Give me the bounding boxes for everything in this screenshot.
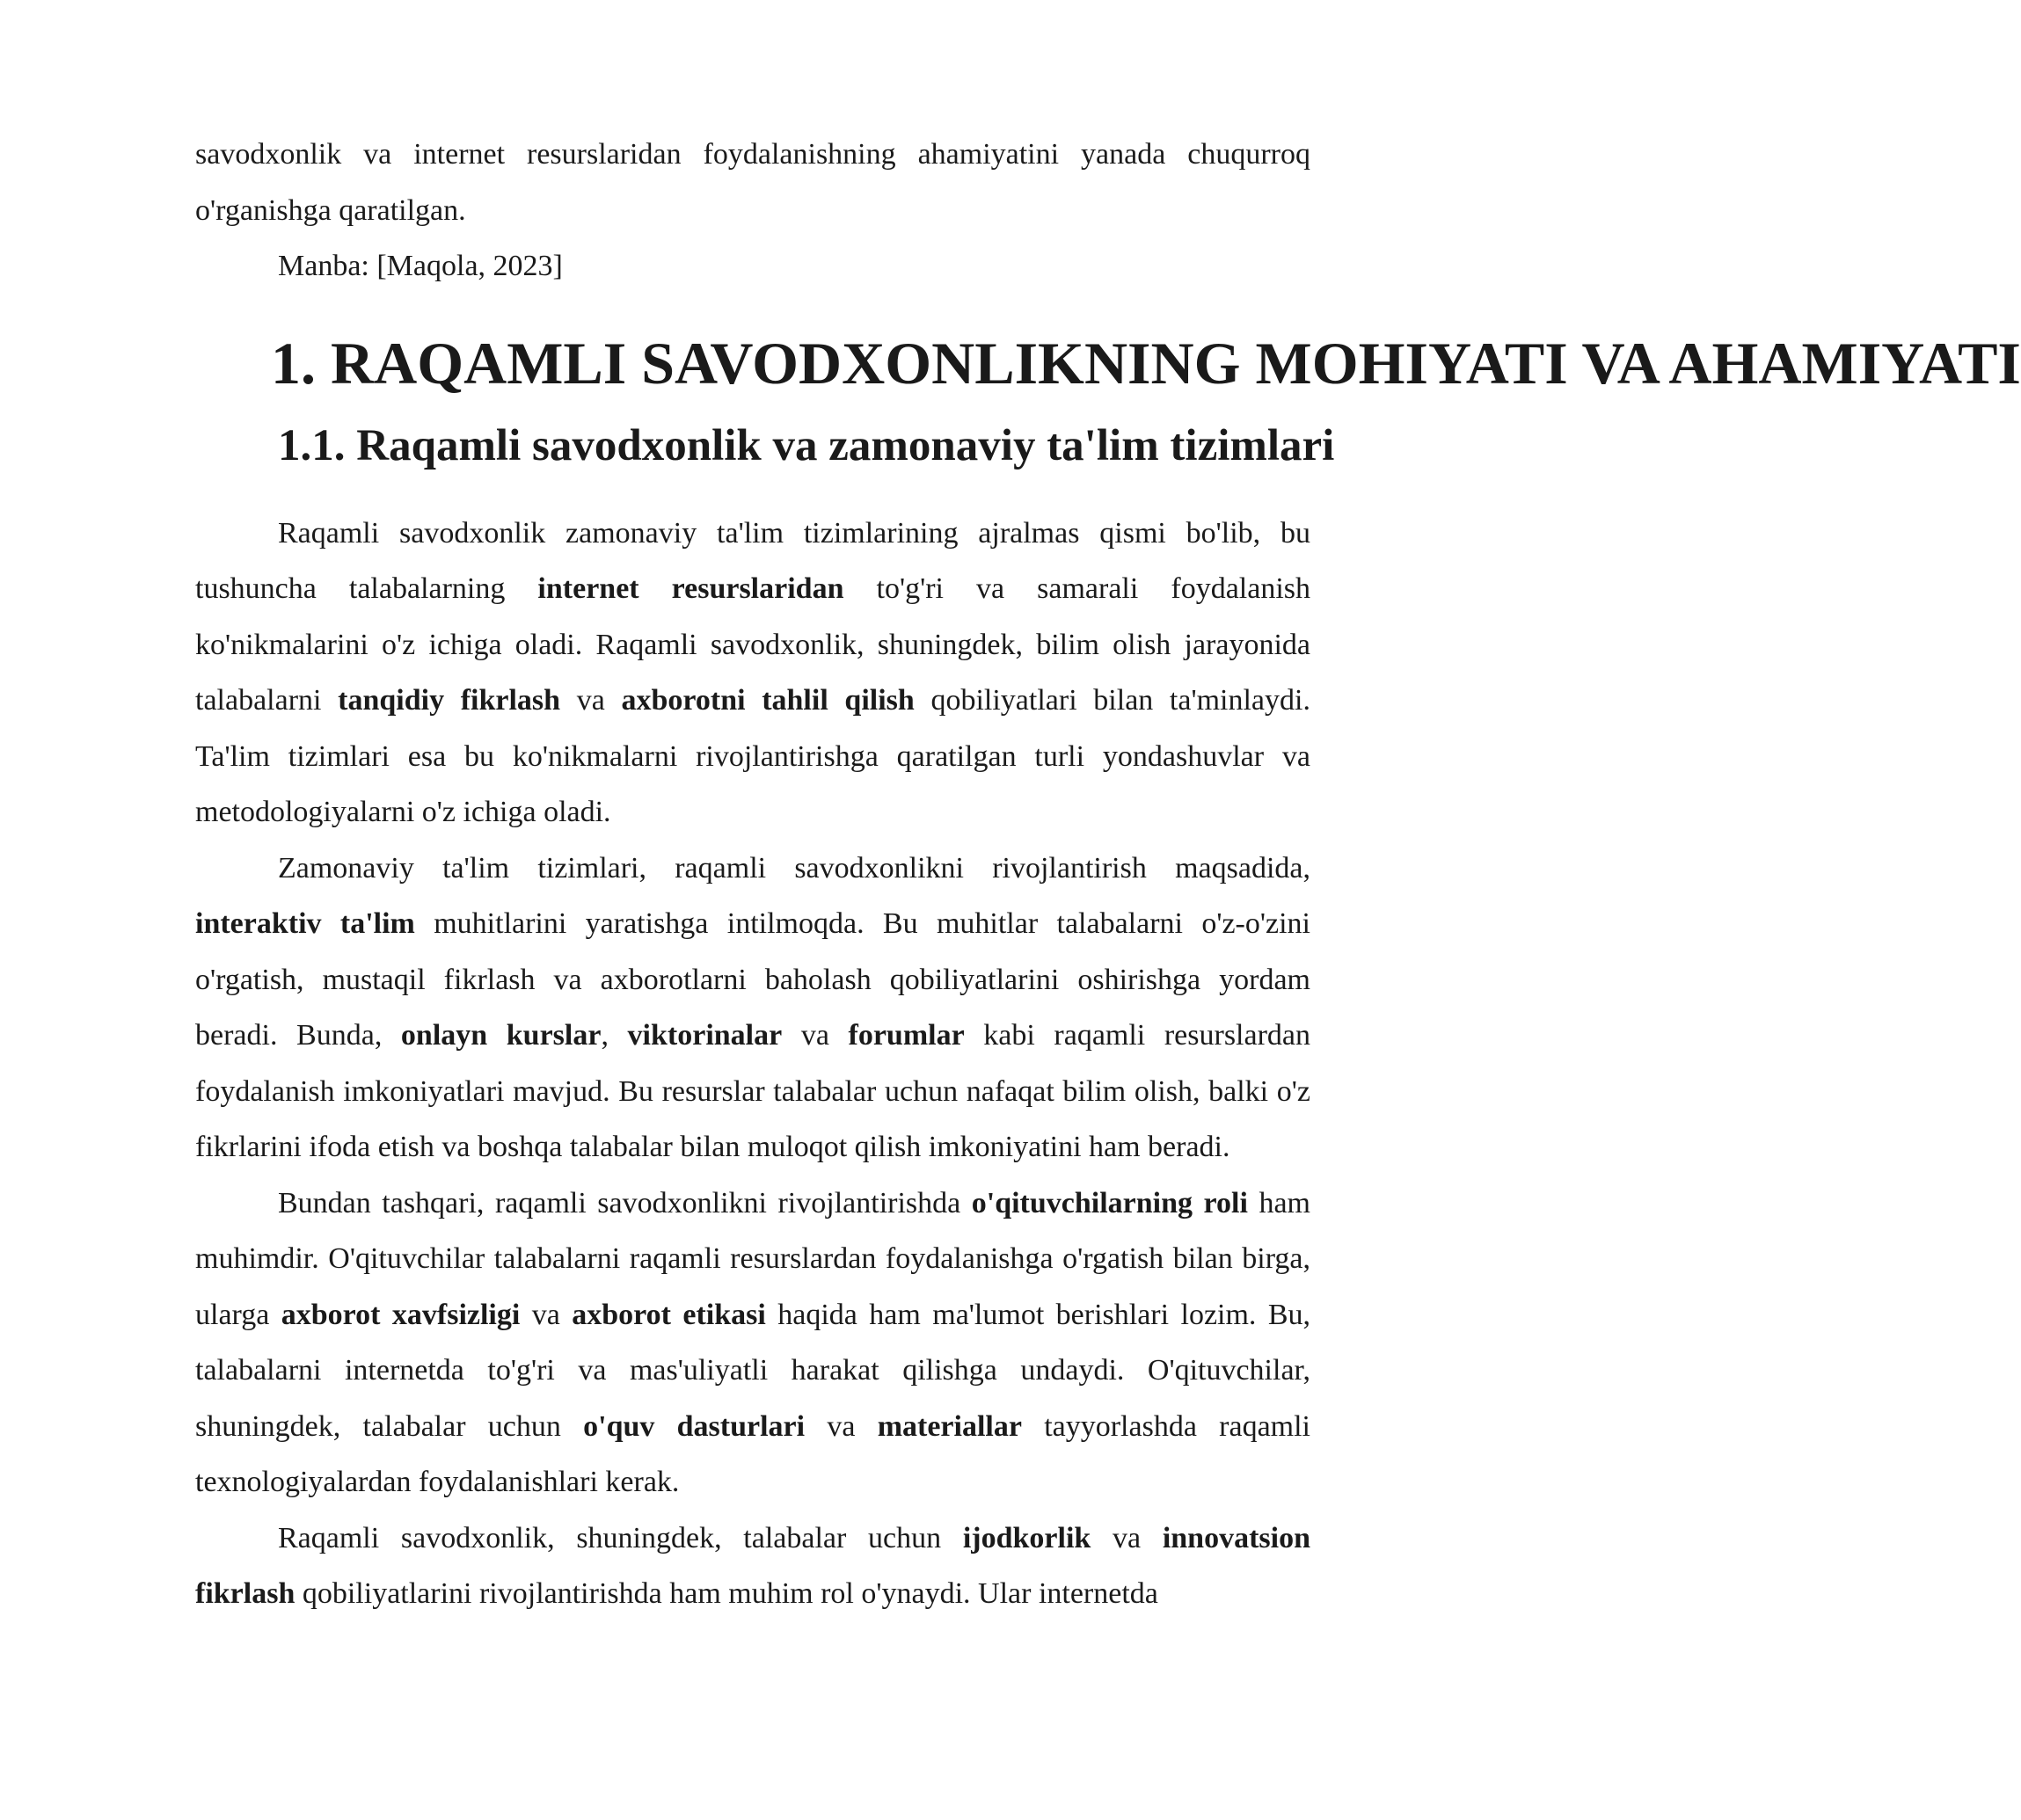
bold-term: innovatsion fikrlash	[195, 1521, 1311, 1610]
paragraph-4: Raqamli savodxonlik, shuningdek, talabalar uchun ijodkorlik va innovatsion fikrlash qobiliyatlarini rivojlantirishda ham muhim rol o'ynaydi. Ular internetda	[195, 1521, 1311, 1610]
paragraph-3: Bundan tashqari, raqamli savodxonlikni rivojlantirishda o'qituvchilarning roli ham muhimdir. O'qituvchilar talabalarni raqamli resurslardan foydalanishga o'rgatish bilan birga, ularga axborot xavfsizligi va axborot etikasi haqida ham ma'lumot berishlari lozim. Bu, talabalarni internetda to'g'ri va mas'uliyatli harakat qilishga undaydi. O'qituvchilar, shuningdek, talabalar uchun o'quv dasturlari va materiallar tayyorlashda raqamli texnologiyalardan foydalanishlari kerak.	[195, 1186, 1311, 1498]
paragraph-2: Zamonaviy ta'lim tizimlari, raqamli savodxonlikni rivojlantirish maqsadida, interaktiv ta'lim muhitlarini yaratishga intilmoqda. Bu muhitlar talabalarni o'z-o'zini o'rgatish, mustaqil fikrlash va axborotlarni baholash qobiliyatlarini oshirishga yordam beradi. Bunda, onlayn kurslar, viktorinalar va forumlar kabi raqamli resurslardan foydalanish imkoniyatlari mavjud. Bu resurslar talabalar uchun nafaqat bilim olish, balki o'z fikrlarini ifoda etish va boshqa talabalar bilan muloqot qilish imkoniyatini ham beradi.	[195, 851, 1310, 1163]
bold-term: onlayn kurslar	[400, 1019, 602, 1052]
bold-term: axborot etikasi	[572, 1298, 766, 1331]
bold-term: ijodkorlik	[962, 1521, 1091, 1554]
bold-term: axborotni tahlil qilish	[621, 684, 915, 717]
chapter-heading: 1. RAQAMLI SAVODXONLIKNING MOHIYATI VA AHAMIYATI	[271, 329, 2021, 397]
source-citation: Manba: [Maqola, 2023]	[278, 250, 563, 282]
bold-term: materiallar	[877, 1409, 1022, 1443]
body-text	[195, 506, 1310, 1622]
bold-term: interaktiv ta'lim	[195, 907, 415, 940]
bold-term: axborot xavfsizligi	[281, 1298, 521, 1331]
bold-term: o'quv dasturlari	[583, 1409, 806, 1443]
page-content	[195, 127, 2021, 1622]
bold-term: o'qituvchilarning roli	[971, 1186, 1248, 1219]
bold-term: forumlar	[848, 1019, 965, 1052]
section-heading: 1.1. Raqamli savodxonlik va zamonaviy ta'lim tizimlari	[278, 420, 1335, 470]
bold-term: tanqidiy fikrlash	[338, 684, 561, 717]
intro-continuation: savodxonlik va internet resurslaridan foydalanishning ahamiyatini yanada chuqurroq o'rganishga qaratilgan.	[195, 138, 1310, 227]
paragraph-1: Raqamli savodxonlik zamonaviy ta'lim tizimlarining ajralmas qismi bo'lib, bu tushuncha talabalarning internet resurslaridan to'g'ri va samarali foydalanish ko'nikmalarini o'z ichiga oladi. Raqamli savodxonlik, shuningdek, bilim olish jarayonida talabalarni tanqidiy fikrlash va axborotni tahlil qilish qobiliyatlari bilan ta'minlaydi. Ta'lim tizimlari esa bu ko'nikmalarni rivojlantirishga qaratilgan turli yondashuvlar va metodologiyalarni o'z ichiga oladi.	[195, 516, 1310, 828]
bold-term: internet resurslaridan	[537, 572, 844, 605]
bold-term: viktorinalar	[627, 1019, 783, 1052]
